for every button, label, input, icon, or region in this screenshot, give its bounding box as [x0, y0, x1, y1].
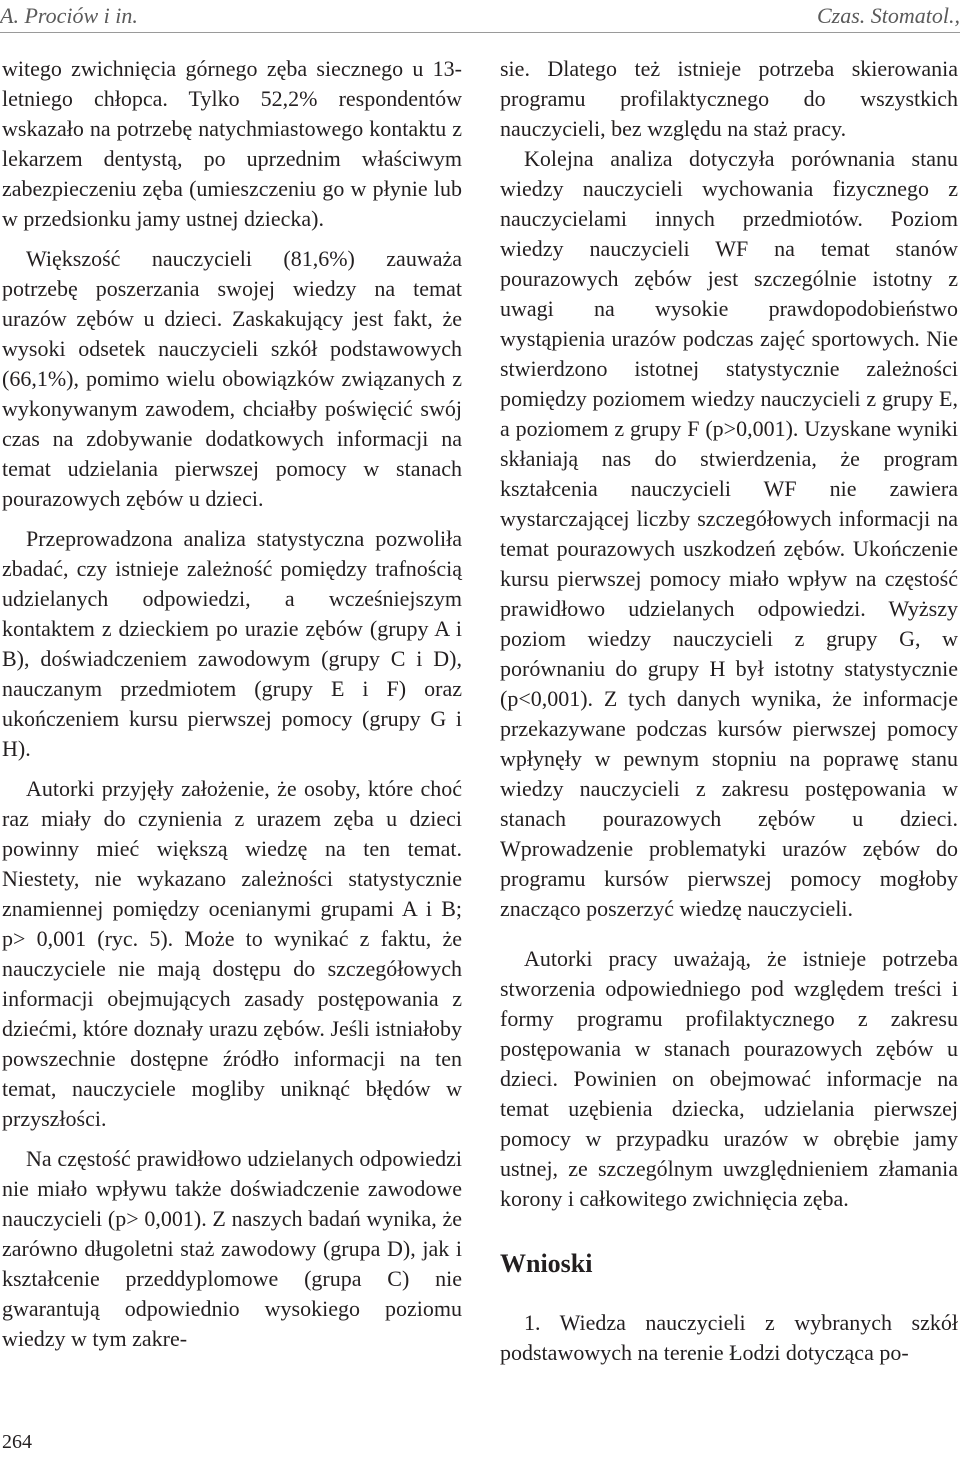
right-column: [500, 54, 958, 1368]
paragraph: sie. Dlatego też istnieje potrzeba skierowania programu profilaktycznego do wszystkich nauczycieli, bez względu na staż pracy.: [500, 56, 958, 141]
header-divider: [0, 32, 960, 33]
paragraph: Kolejna analiza dotyczyła porównania stanu wiedzy nauczycieli wychowania fizycznego z nauczycielami innych przedmiotów. Poziom wiedzy nauczycieli WF na temat stanów pourazowych zębów jest szczególnie istotny z uwagi na wysokie prawdopodobieństwo wystąpienia urazów podczas zajęć sportowych. Nie stwierdzono istotnej statystycznie zależności pomiędzy poziomem wiedzy nauczycieli z grupy E, a poziomem z grupy F (p>0,001). Uzyskane wyniki skłaniają nas do stwierdzenia, że program kształcenia nauczycieli WF nie zawiera wystarczającej liczby szczegółowych informacji na temat pourazowych uszkodzeń zębów. Ukończenie kursu pierwszej pomocy miało wpływ na częstość prawidłowo udzielanych odpowiedzi. Wyższy poziom wiedzy nauczycieli z grupy G, w porównaniu do grupy H był istotny statystycznie (p<0,001). Z tych danych wynika, że informacje przekazywane podczas kursów pierwszej pomocy wpłynęły w pewnym stopniu na poprawę stanu wiedzy nauczycieli z zakresu postępowania w stanach pourazowych zębów u dzieci. Wprowadzenie problematyki urazów zębów do programu kursów pierwszej pomocy mogłoby znacząco poszerzyć wiedzę nauczycieli.: [500, 146, 958, 921]
section-heading: Wnioski: [500, 1249, 593, 1278]
paragraph: Przeprowadzona analiza statystyczna pozwoliła zbadać, czy istnieje zależność pomiędzy trafnością udzielanych odpowiedzi, a wcześniejszym kontaktem z dzieckiem po urazie zębów (grupy A i B), doświadczeniem zawodowym (grupy C i D), nauczanym przedmiotem (grupy E i F) oraz ukończeniem kursu pierwszej pomocy (grupy G i H).: [2, 526, 462, 761]
paragraph: Na częstość prawidłowo udzielanych odpowiedzi nie miało wpływu także doświadczenie zawodowe nauczycieli (p> 0,001). Z naszych badań wynika, że zarówno długoletni staż zawodowy (grupa D), jak i kształcenie przeddyplomowe (grupa C) nie gwarantują odpowiednio wysokiego poziomu wiedzy w tym zakre-: [2, 1146, 462, 1351]
running-head-authors: A. Prociów i in.: [0, 3, 138, 28]
page-number: 264: [2, 1431, 32, 1453]
paragraph: Większość nauczycieli (81,6%) zauważa potrzebę poszerzania swojej wiedzy na temat urazów zębów u dzieci. Zaskakujący jest fakt, że wysoki odsetek nauczycieli szkół podstawowych (66,1%), pomimo wielu obowiązków związanych z wykonywanym zawodem, chciałby poświęcić swój czas na zdobywanie dodatkowych informacji na temat udzielania pierwszej pomocy w stanach pourazowych zębów u dzieci.: [2, 246, 462, 511]
paragraph: Autorki pracy uważają, że istnieje potrzeba stworzenia odpowiedniego pod względem treści i formy programu profilaktycznego z zakresu postępowania w stanach pourazowych zębów u dzieci. Powinien on obejmować informacje na temat uzębienia dziecka, udzielania pierwszej pomocy w przypadku urazów w obrębie jamy ustnej, ze szczególnym uwzględnieniem złamania korony i całkowitego zwichnięcia zęba.: [500, 946, 958, 1211]
paragraph: witego zwichnięcia górnego zęba siecznego u 13-letniego chłopca. Tylko 52,2% respondentów wskazało na potrzebę natychmiastowego kontaktu z lekarzem dentystą, po uprzednim właściwym zabezpieczeniu zęba (umieszczeniu go w płynie lub w przedsionku jamy ustnej dziecka).: [2, 56, 462, 231]
running-head-journal: Czas. Stomatol.,: [816, 3, 960, 28]
paragraph: Autorki przyjęły założenie, że osoby, które choć raz miały do czynienia z urazem zęba u dzieci powinny mieć większą wiedzę na ten temat. Niestety, nie wykazano zależności statystycznie znamiennej pomiędzy ocenianymi grupami A i B; p> 0,001 (ryc. 5). Może to wynikać z faktu, że nauczyciele nie mają dostępu do szczegółowych informacji obejmujących zasady postępowania z dziećmi, które doznały urazu zębów. Jeśli istniałoby powszechnie dostępne źródło informacji na ten temat, nauczyciele mogliby uniknąć błędów w przyszłości.: [2, 776, 462, 1131]
left-column: [2, 54, 462, 1354]
conclusion-item: 1. Wiedza nauczycieli z wybranych szkół podstawowych na terenie Łodzi dotycząca po-: [500, 1310, 958, 1365]
